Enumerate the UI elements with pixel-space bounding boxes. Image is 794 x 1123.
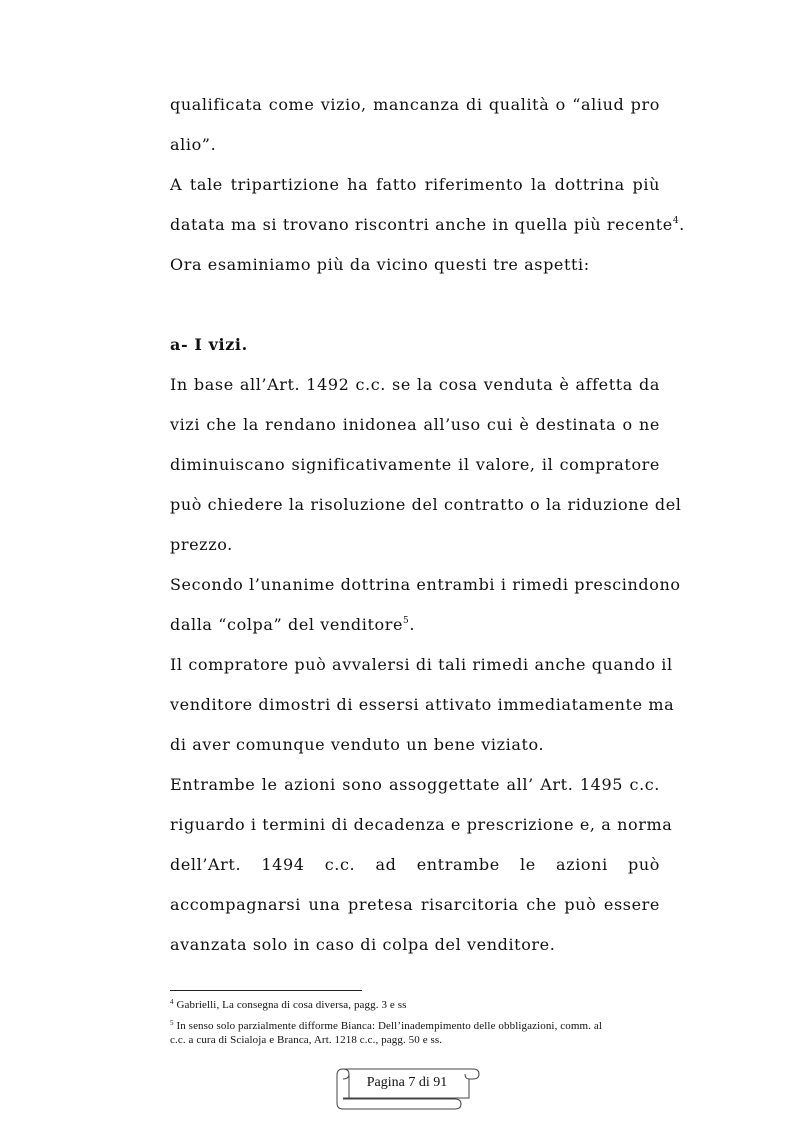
body-line: Il compratore può avvalersi di tali rimedi anche quando il [170, 655, 673, 674]
body-line: Ora esaminiamo più da vicino questi tre aspetti: [170, 255, 590, 274]
footnote-4 [170, 998, 670, 1012]
footnote-5-continued: c.c. a cura di Scialoja e Branca, Art. 1218 c.c., pagg. 50 e ss. [170, 1034, 443, 1046]
page-number-scroll [333, 1062, 481, 1112]
period: . [679, 215, 685, 234]
body-line: può chiedere la risoluzione del contratto o la riduzione del [170, 495, 682, 514]
footnote-ref[interactable]: 4 [672, 216, 680, 226]
page-number: Pagina 7 di 91 [366, 1075, 448, 1090]
body-line: A tale tripartizione ha fatto riferimento la dottrina più [170, 175, 660, 194]
body-line: In base all’Art. 1492 c.c. se la cosa venduta è affetta da [170, 375, 660, 394]
body-line: diminuiscano significativamente il valore, il compratore [170, 455, 660, 474]
body-line-with-ref [170, 615, 660, 635]
footnote-text: Gabrielli, La consegna di cosa diversa, pagg. 3 e ss [176, 999, 407, 1011]
section-heading: a- I vizi. [170, 335, 248, 354]
body-line: venditore dimostri di essersi attivato immediatamente ma [170, 695, 675, 714]
body-line: qualificata come vizio, mancanza di qualità o “aliud pro [170, 95, 660, 114]
footnote-separator [170, 990, 362, 991]
body-text: datata ma si trovano riscontri anche in quella più recente [170, 215, 673, 234]
footnote-5 [170, 1019, 670, 1033]
body-line: accompagnarsi una pretesa risarcitoria che può essere [170, 895, 660, 914]
body-line: prezzo. [170, 535, 233, 554]
body-line: alio”. [170, 135, 217, 154]
body-text: dalla “colpa” del venditore [170, 615, 404, 634]
period: . [409, 615, 416, 634]
body-line: di aver comunque venduto un bene viziato. [170, 735, 545, 754]
footnote-number: 5 [170, 1019, 174, 1027]
body-line: dell’Art. 1494 c.c. ad entrambe le azioni può [170, 855, 660, 874]
footnote-number: 4 [170, 998, 174, 1006]
body-line-with-ref [170, 215, 685, 235]
body-line: Entrambe le azioni sono assoggettate all’ Art. 1495 c.c. [170, 775, 660, 794]
body-line: vizi che la rendano inidonea all’uso cui è destinata o ne [170, 415, 660, 434]
footnote-text: In senso solo parzialmente difforme Bianca: Dell’inadempimento delle obbligazioni, comm. al [176, 1020, 603, 1032]
body-line: riguardo i termini di decadenza e prescrizione e, a norma [170, 815, 673, 834]
body-line: avanzata solo in caso di colpa del venditore. [170, 935, 556, 954]
footnote-ref[interactable]: 5 [403, 616, 410, 626]
body-line: Secondo l’unanime dottrina entrambi i rimedi prescindono [170, 575, 681, 594]
